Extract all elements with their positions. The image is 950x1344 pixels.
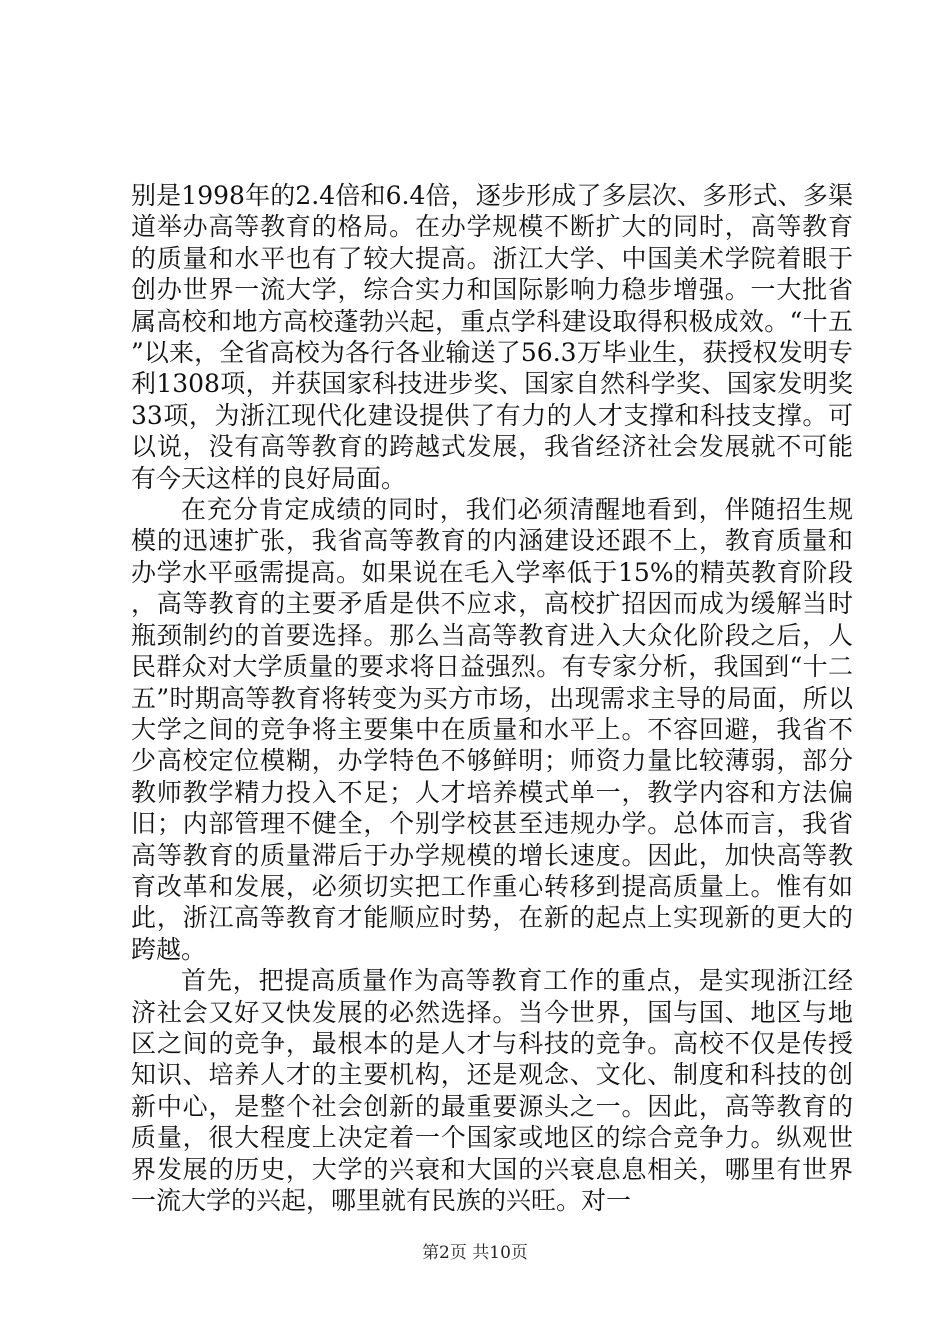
page-footer: 第2页 共10页 xyxy=(422,1243,528,1263)
paragraph-1: 别是1998年的2.4倍和6.4倍，逐步形成了多层次、多形式、多渠道举办高等教育的格局。在办学规模不断扩大的同时，高等教育的质量和水平也有了较大提高。浙江大学、中国美术学院着眼于创办世界一流大学，综合实力和国际影响力稳步增强。一大批省属高校和地方高校蓬勃兴起，重点学科建设取得积极成效。“十五”以来，全省高校为各行各业输送了56.3万毕业生，获授权发明专利1308项，并获国家科技进步奖、国家自然科学奖、国家发明奖33项，为浙江现代化建设提供了有力的人才支撑和科技支撑。可以说，没有高等教育的跨越式发展，我省经济社会发展就不可能有今天这样的良好局面。 xyxy=(131,181,853,493)
paragraph-3: 首先，把提高质量作为高等教育工作的重点，是实现浙江经济社会又好又快发展的必然选择。当今世界，国与国、地区与地区之间的竞争，最根本的是人才与科技的竞争。高校不仅是传授知识、培养人才的主要机构，还是观念、文化、制度和科技的创新中心，是整个社会创新的最重要源头之一。因此，高等教育的质量，很大程度上决定着一个国家或地区的综合竞争力。纵观世界发展的历史，大学的兴衰和大国的兴衰息息相关，哪里有世界一流大学的兴起，哪里就有民族的兴旺。对一 xyxy=(131,966,853,1215)
paragraph-2: 在充分肯定成绩的同时，我们必须清醒地看到，伴随招生规模的迅速扩张，我省高等教育的内涵建设还跟不上，教育质量和办学水平亟需提高。如果说在毛入学率低于15%的精英教育阶段，高等教育的主要矛盾是供不应求，高校扩招因而成为缓解当时瓶颈制约的首要选择。那么当高等教育进入大众化阶段之后，人民群众对大学质量的要求将日益强烈。有专家分析，我国到“十二五”时期高等教育将转变为买方市场，出现需求主导的局面，所以大学之间的竞争将主要集中在质量和水平上。不容回避，我省不少高校定位模糊，办学特色不够鲜明；师资力量比较薄弱，部分教师教学精力投入不足；人才培养模式单一，教学内容和方法偏旧；内部管理不健全，个别学校甚至违规办学。总体而言，我省高等教育的质量滞后于办学规模的增长速度。因此，加快高等教育改革和发展，必须切实把工作重心转移到提高质量上。惟有如此，浙江高等教育才能顺应时势，在新的起点上实现新的更大的跨越。 xyxy=(131,495,853,964)
body-text xyxy=(131,180,853,1216)
